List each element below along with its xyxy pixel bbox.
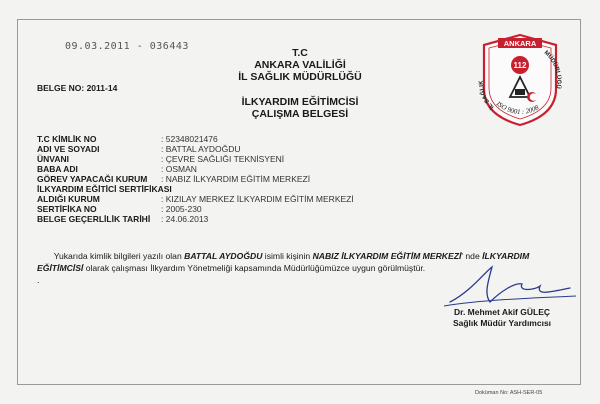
info-value: : 52348021476 <box>161 134 218 144</box>
document-code: Doküman No: ASH-SER-05 <box>475 390 543 396</box>
header-line-3: İL SAĞLIK MÜDÜRLÜĞÜ <box>238 71 362 83</box>
signatory-block <box>427 307 577 329</box>
ankara-112-logo <box>478 31 562 127</box>
info-value: : 2005-230 <box>161 204 202 214</box>
paragraph-text: olarak çalışması İlkyardım Yönetmeliği kapsamında Müdürlüğümüzce uygun görülmüştür. <box>83 263 426 273</box>
info-value: : NABIZ İLKYARDIM EĞİTİM MERKEZİ <box>161 174 310 184</box>
paragraph-text: isimli kişinin <box>262 251 313 261</box>
logo-right-text: MÜDÜRLÜĞÜ <box>542 49 562 90</box>
paragraph-text: Yukarıda kimlik bilgileri yazılı olan <box>53 251 185 261</box>
info-label: BELGE GEÇERLİLİK TARİHİ <box>37 214 151 224</box>
title-line-2: ÇALIŞMA BELGESİ <box>251 108 349 120</box>
info-value: : 24.06.2013 <box>161 214 208 224</box>
handwritten-signature <box>440 262 580 312</box>
logo-top-text: ANKARA <box>503 39 537 48</box>
info-value: : BATTAL AYDOĞDU <box>161 144 241 154</box>
issuer-header <box>200 47 400 83</box>
document-title <box>175 96 425 120</box>
logo-number: 112 <box>513 61 527 70</box>
info-label: ALDIĞI KURUM <box>37 194 100 204</box>
info-label: SERTİFİKA NO <box>37 204 97 214</box>
info-section-label: İLKYARDIM EĞİTİCİ SERTİFİKASI <box>37 184 172 194</box>
info-label: T.C KİMLİK NO <box>37 134 97 144</box>
info-value: : ÇEVRE SAĞLIĞI TEKNİSYENİ <box>161 154 284 164</box>
signatory-title: Sağlık Müdür Yardımcısı <box>452 318 552 328</box>
logo-left-text: İL SAĞLIK <box>478 80 496 110</box>
title-line-1: İLKYARDIM EĞİTİMCİSİ <box>241 96 359 108</box>
paragraph-role: İLKYARDIM EĞİTİMCİSİ <box>37 251 530 273</box>
info-label: ADI VE SOYADI <box>37 144 100 154</box>
info-value: : KIZILAY MERKEZ İLKYARDIM EĞİTİM MERKEZİ <box>161 194 354 204</box>
paragraph-person-name: BATTAL AYDOĞDU <box>184 251 263 261</box>
info-label: GÖREV YAPACAĞI KURUM <box>37 174 148 184</box>
header-line-1: T.C <box>292 47 308 59</box>
logo-iso-text: ISO 9001 : 2008 <box>494 99 541 117</box>
document-number: BELGE NO: 2011-14 <box>37 83 118 93</box>
info-value: : OSMAN <box>161 164 197 174</box>
header-line-2: ANKARA VALİLİĞİ <box>254 59 346 71</box>
registration-stamp: 09.03.2011 - 036443 <box>65 41 189 52</box>
info-label: BABA ADI <box>37 164 78 174</box>
info-label: ÜNVANI <box>37 154 69 164</box>
paragraph-text: ' nde <box>461 251 483 261</box>
paragraph-mark: . <box>37 275 40 285</box>
signatory-name: Dr. Mehmet Akif GÜLEÇ <box>453 307 551 317</box>
paragraph-institution: NABIZ İLKYARDIM EĞİTİM MERKEZİ <box>312 251 462 261</box>
